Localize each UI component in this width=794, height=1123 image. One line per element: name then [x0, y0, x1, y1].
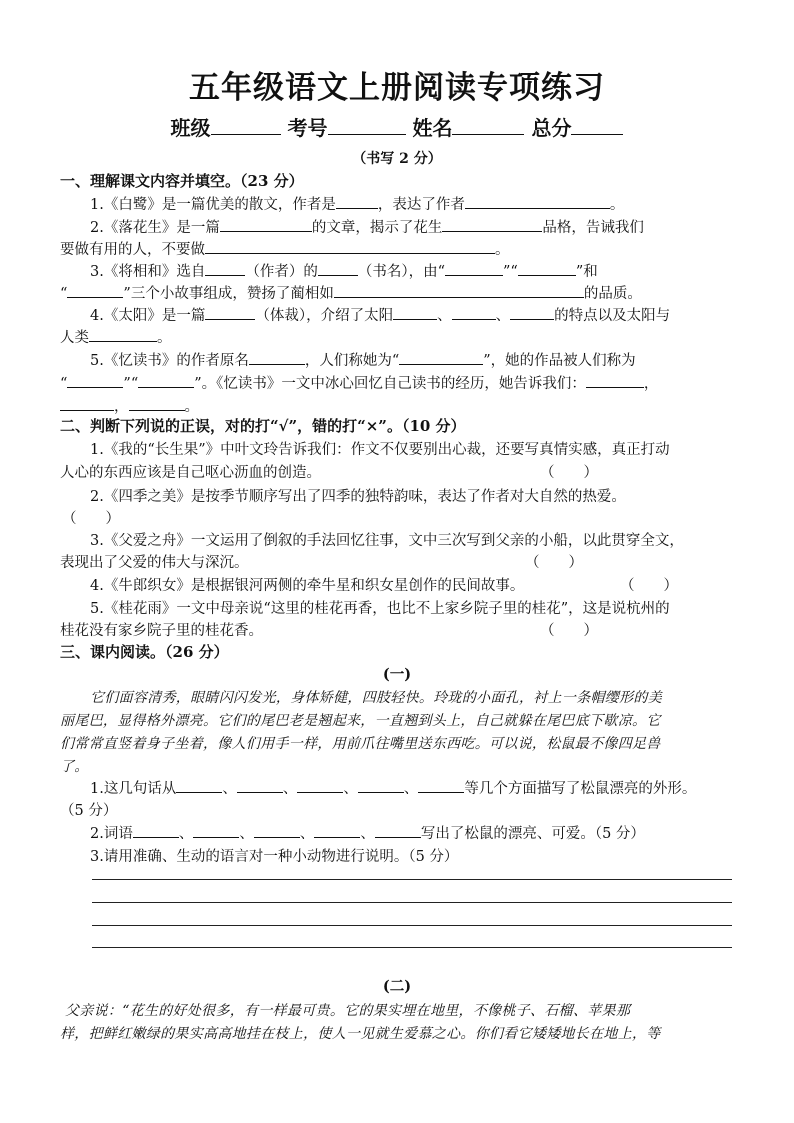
answer-blank[interactable] [399, 350, 483, 366]
s3-question-3: 3.请用准确、生动的语言对一种小动物进行说明。（5 分） [90, 849, 459, 865]
s3-question-1-cont: （5 分） [60, 803, 118, 819]
passage-2-line: 样，把鲜红嫩绿的果实高高地挂在枝上，使人一见就生爱慕之心。你们看它矮矮地长在地上，等 [60, 1026, 661, 1042]
answer-blank[interactable] [67, 283, 123, 299]
answer-blank[interactable] [358, 778, 404, 794]
passage-1-line: 丽尾巴，显得格外漂亮。它们的尾巴老是翘起来，一直翘到头上，自己就躲在尾巴底下歇凉。它 [60, 713, 661, 729]
answer-blank[interactable] [138, 373, 194, 389]
answer-blank[interactable] [254, 823, 300, 839]
answer-blank[interactable] [445, 261, 503, 277]
answer-blank[interactable] [318, 261, 358, 277]
answer-blank[interactable] [237, 778, 283, 794]
class-blank[interactable] [211, 113, 281, 135]
answer-blank[interactable] [418, 778, 464, 794]
page-title: 五年级语文上册阅读专项练习 [189, 70, 605, 106]
answer-writing-line[interactable] [92, 902, 732, 903]
answer-blank[interactable] [205, 261, 245, 277]
answer-blank[interactable] [297, 778, 343, 794]
s2-answer-paren-2[interactable]: （ ） [62, 511, 120, 527]
answer-blank[interactable] [336, 194, 378, 210]
s2-question-1-cont: 人心的东西应该是自己呕心沥血的创造。 [60, 465, 321, 481]
handwriting-note: （书写 2 分） [352, 151, 442, 167]
s1-question-5: 5.《忆读书》的作者原名 ，人们称她为“ ”，她的作品被人们称为 [90, 349, 636, 370]
answer-writing-line[interactable] [92, 879, 732, 880]
answer-blank[interactable] [205, 239, 495, 255]
answer-blank[interactable] [60, 396, 114, 412]
answer-writing-line[interactable] [92, 925, 732, 926]
score-blank[interactable] [571, 113, 623, 135]
s2-answer-paren-5[interactable]: （ ） [540, 623, 598, 639]
s1-question-5-cont: “ ”“ ”。《忆读书》一文中冰心回忆自己读书的经历，她告诉我们： ， [60, 372, 658, 393]
name-label: 姓名 [412, 116, 453, 140]
answer-blank[interactable] [129, 396, 185, 412]
s2-answer-paren-3[interactable]: （ ） [525, 555, 583, 571]
answer-blank[interactable] [89, 327, 157, 343]
s2-question-5: 5.《桂花雨》一文中母亲说“这里的桂花再香，也比不上家乡院子里的桂花”，这是说杭州的 [90, 601, 670, 617]
answer-blank[interactable] [510, 305, 554, 321]
s1-question-4-cont: 人类 。 [60, 326, 172, 347]
answer-blank[interactable] [442, 217, 542, 233]
section-3-heading: 三、课内阅读。（26 分） [60, 643, 229, 661]
passage-1-line: 它们面容清秀，眼睛闪闪发光，身体矫健，四肢轻快。玲珑的小面孔，衬上一条帽缨形的美 [90, 690, 662, 706]
s2-question-1: 1.《我的“长生果”》中叶文玲告诉我们：作文不仅要别出心裁，还要写真情实感，真正打动 [90, 442, 670, 458]
s3-question-1: 1.这几句话从 、 、 、 、 等几个方面描写了松鼠漂亮的外形。 [90, 777, 696, 798]
answer-blank[interactable] [586, 373, 644, 389]
answer-blank[interactable] [193, 823, 239, 839]
answer-blank[interactable] [176, 778, 222, 794]
exam-number-label: 考号 [287, 116, 328, 140]
exam-number-blank[interactable] [328, 113, 406, 135]
s1-question-5-cont2: ， 。 [60, 395, 199, 416]
class-label: 班级 [170, 116, 211, 140]
s1-question-4: 4.《太阳》是一篇 （体裁），介绍了太阳 、 、 的特点以及太阳与 [90, 304, 670, 325]
student-info-row [0, 112, 794, 141]
s2-question-4: 4.《牛郎织女》是根据银河两侧的牵牛星和织女星创作的民间故事。 [90, 578, 525, 594]
s2-answer-paren-1[interactable]: （ ） [540, 465, 598, 481]
s1-question-1: 1.《白鹭》是一篇优美的散文，作者是 ，表达了作者 。 [90, 193, 624, 214]
answer-blank[interactable] [133, 823, 179, 839]
s2-answer-paren-4[interactable]: （ ） [620, 578, 678, 594]
passage-1-line: 了。 [60, 759, 89, 775]
s1-question-3-cont: “ ”三个小故事组成，赞扬了蔺相如 的品质。 [60, 282, 642, 303]
s2-question-5-cont: 桂花没有家乡院子里的桂花香。 [60, 623, 263, 639]
section-1-heading: 一、理解课文内容并填空。（23 分） [60, 172, 304, 190]
answer-blank[interactable] [334, 283, 584, 299]
s1-question-3: 3.《将相和》选自 （作者）的 （书名），由“ ”“ ”和 [90, 260, 598, 281]
passage-1-title: (一) [382, 666, 412, 683]
s1-question-2: 2.《落花生》是一篇 的文章，揭示了花生 品格，告诫我们 [90, 216, 644, 237]
s1-question-2-cont: 要做有用的人，不要做 。 [60, 238, 510, 259]
passage-2-line: 父亲说：“花生的好处很多，有一样最可贵。它的果实埋在地里，不像桃子、石榴、苹果那 [65, 1003, 631, 1019]
s3-question-2: 2.词语 、 、 、 、 写出了松鼠的漂亮、可爱。（5 分） [90, 822, 645, 843]
answer-blank[interactable] [220, 217, 312, 233]
answer-blank[interactable] [205, 305, 255, 321]
answer-blank[interactable] [452, 305, 496, 321]
answer-writing-line[interactable] [92, 947, 732, 948]
answer-blank[interactable] [67, 373, 123, 389]
answer-blank[interactable] [249, 350, 305, 366]
answer-blank[interactable] [314, 823, 360, 839]
passage-1-line: 们常常直竖着身子坐着，像人们用手一样，用前爪往嘴里送东西吃。可以说，松鼠最不像四足兽 [60, 736, 661, 752]
answer-blank[interactable] [393, 305, 437, 321]
section-2-heading: 二、判断下列说的正误，对的打“√”，错的打“×”。（10 分） [60, 417, 466, 435]
answer-blank[interactable] [518, 261, 576, 277]
s2-question-3: 3.《父爱之舟》一文运用了倒叙的手法回忆往事，文中三次写到父亲的小船，以此贯穿全文， [90, 533, 684, 549]
answer-blank[interactable] [465, 194, 610, 210]
name-blank[interactable] [452, 113, 524, 135]
answer-blank[interactable] [375, 823, 421, 839]
s2-question-2: 2.《四季之美》是按季节顺序写出了四季的独特韵味，表达了作者对大自然的热爱。 [90, 489, 626, 505]
passage-2-title: (二) [382, 978, 412, 995]
s2-question-3-cont: 表现出了父爱的伟大与深沉。 [60, 555, 249, 571]
score-label: 总分 [531, 116, 572, 140]
